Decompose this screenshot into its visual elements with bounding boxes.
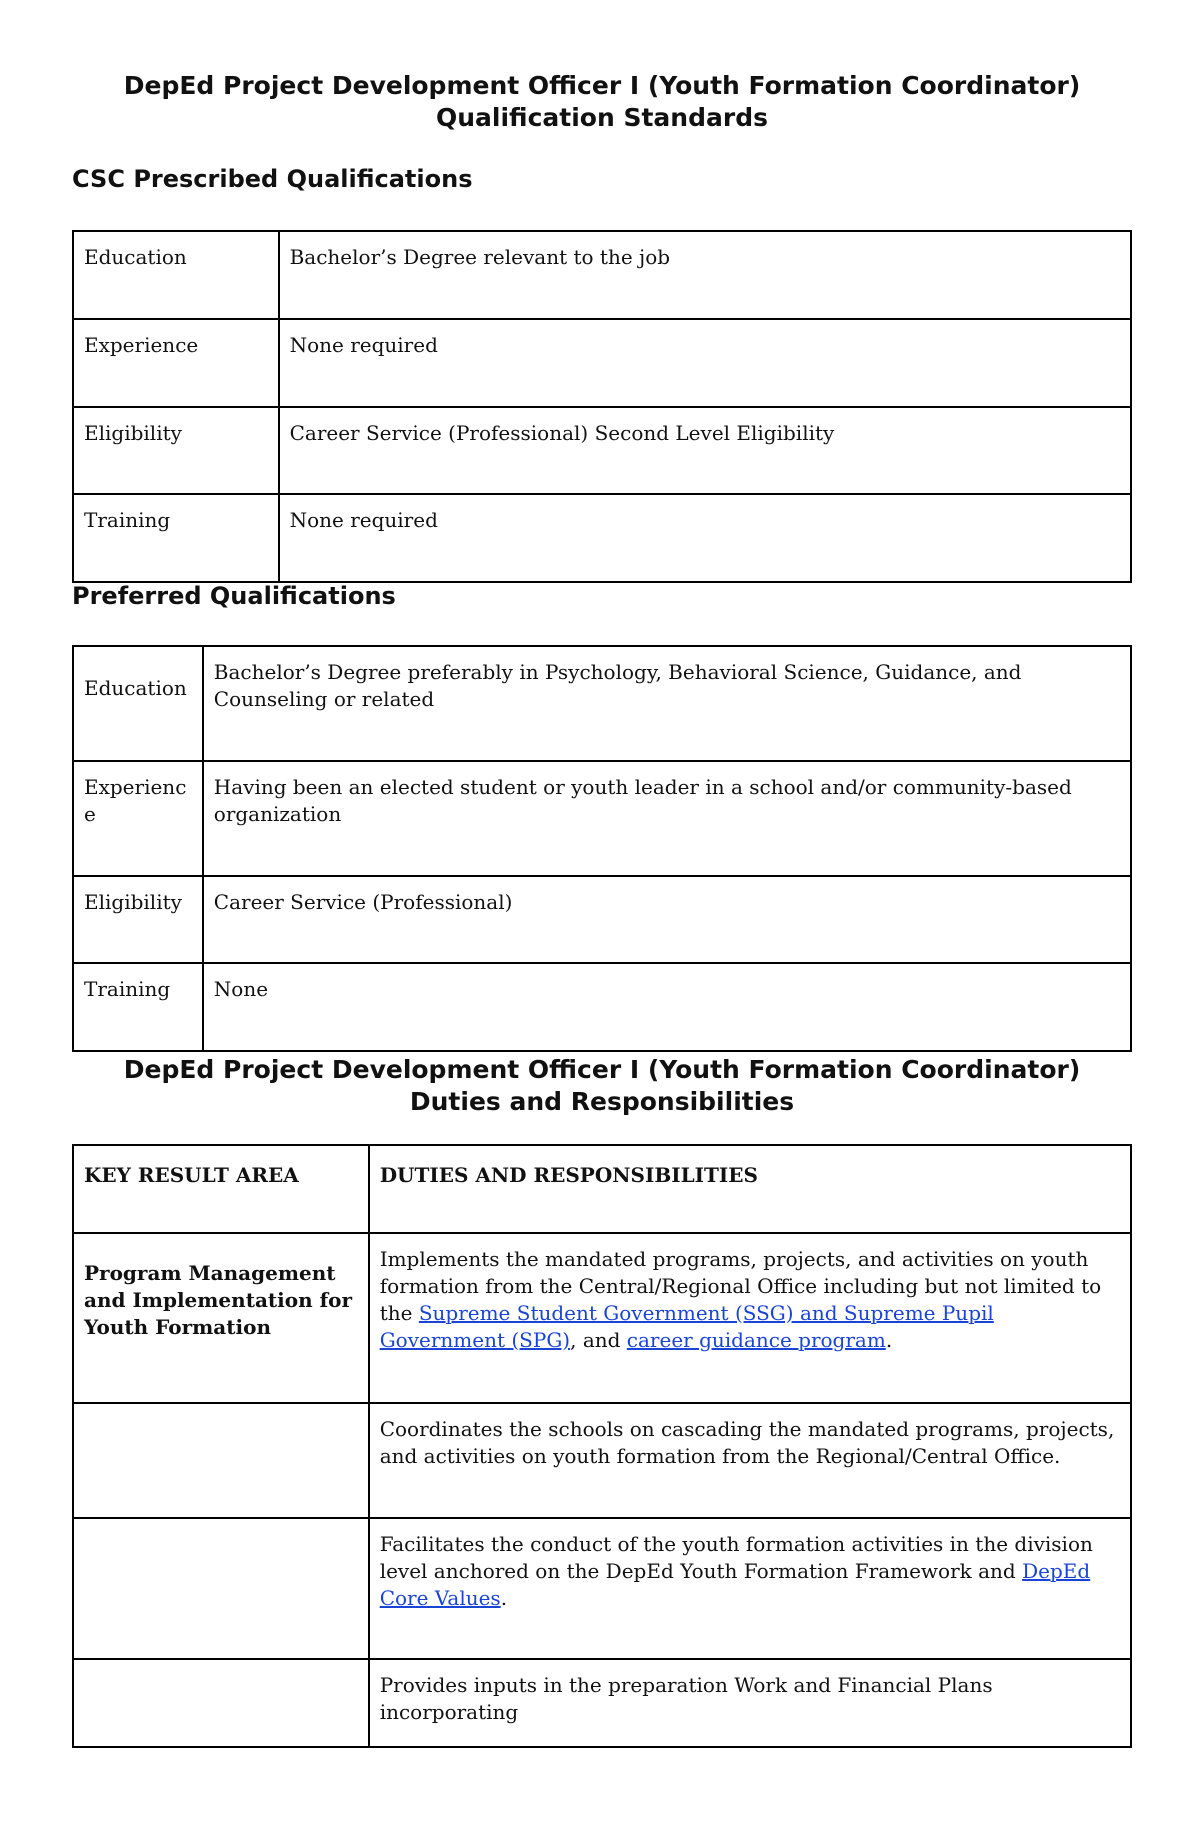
kra-empty-cell: [73, 1403, 369, 1518]
duties-title-line-2: Duties and Responsibilities: [409, 1087, 795, 1116]
kra-empty-cell: [73, 1659, 369, 1747]
preferred-education-value: Bachelor’s Degree preferably in Psychology, Behavioral Science, Guidance, and Counseling or related: [203, 646, 1131, 761]
csc-qualifications-table: [72, 230, 1132, 583]
table-row: [73, 319, 1131, 407]
duty-implements: [369, 1233, 1131, 1403]
duties-header: DUTIES AND RESPONSIBILITIES: [369, 1145, 1131, 1233]
qualification-standards-title: [72, 70, 1132, 134]
kra-empty-cell: [73, 1518, 369, 1659]
csc-education-value: Bachelor’s Degree relevant to the job: [279, 231, 1131, 319]
preferred-experience-label: Experience: [73, 761, 203, 876]
table-row: [73, 1233, 1131, 1403]
preferred-eligibility-value: Career Service (Professional): [203, 876, 1131, 963]
csc-eligibility-label: Eligibility: [73, 407, 279, 494]
table-row: [73, 407, 1131, 494]
table-row: [73, 646, 1131, 761]
ssg-spg-link[interactable]: Supreme Student Government (SSG) and Supreme Pupil Government (SPG): [379, 1301, 994, 1352]
preferred-experience-value: Having been an elected student or youth leader in a school and/or community-based organization: [203, 761, 1131, 876]
duty-facilitates-end: .: [500, 1586, 508, 1610]
preferred-section-heading: Preferred Qualifications: [72, 582, 396, 610]
duty-coordinates: Coordinates the schools on cascading the mandated programs, projects, and activities on youth formation from the Regional/Central Office.: [369, 1403, 1131, 1518]
duty-facilitates: [369, 1518, 1131, 1659]
table-row: [73, 1659, 1131, 1747]
title-line-2: Qualification Standards: [436, 103, 768, 132]
preferred-training-label: Training: [73, 963, 203, 1051]
duties-header-row: [73, 1145, 1131, 1233]
preferred-training-value: None: [203, 963, 1131, 1051]
preferred-eligibility-label: Eligibility: [73, 876, 203, 963]
preferred-qualifications-table: [72, 645, 1132, 1052]
preferred-education-label: Education: [73, 646, 203, 761]
career-guidance-link[interactable]: career guidance program: [626, 1328, 886, 1352]
csc-training-value: None required: [279, 494, 1131, 582]
duty-provides-inputs: Provides inputs in the preparation Work and Financial Plans incorporating: [369, 1659, 1131, 1747]
table-row: [73, 1403, 1131, 1518]
kra-header: KEY RESULT AREA: [73, 1145, 369, 1233]
duty-implements-middle: , and: [570, 1328, 627, 1352]
duty-implements-text: Implements the mandated programs, projects, and activities on youth formation from the Central/Regional Office including but not limited to the: [379, 1247, 1102, 1325]
duties-title: [72, 1054, 1132, 1118]
table-row: [73, 963, 1131, 1051]
duties-table: [72, 1144, 1132, 1748]
deped-core-values-link[interactable]: DepEd Core Values: [379, 1559, 1091, 1610]
duty-implements-end: .: [885, 1328, 893, 1352]
table-row: [73, 231, 1131, 319]
csc-experience-value: None required: [279, 319, 1131, 407]
csc-section-heading: CSC Prescribed Qualifications: [72, 165, 473, 193]
csc-experience-label: Experience: [73, 319, 279, 407]
table-row: [73, 761, 1131, 876]
duty-facilitates-text: Facilitates the conduct of the youth formation activities in the division level anchored on the DepEd Youth Formation Framework and: [379, 1532, 1093, 1583]
csc-education-label: Education: [73, 231, 279, 319]
table-row: [73, 1518, 1131, 1659]
duties-title-line-1: DepEd Project Development Officer I (Youth Formation Coordinator): [123, 1055, 1081, 1084]
kra-program-management: Program Management and Implementation for Youth Formation: [73, 1233, 369, 1403]
csc-eligibility-value: Career Service (Professional) Second Level Eligibility: [279, 407, 1131, 494]
table-row: [73, 494, 1131, 582]
csc-training-label: Training: [73, 494, 279, 582]
table-row: [73, 876, 1131, 963]
title-line-1: DepEd Project Development Officer I (Youth Formation Coordinator): [123, 71, 1081, 100]
